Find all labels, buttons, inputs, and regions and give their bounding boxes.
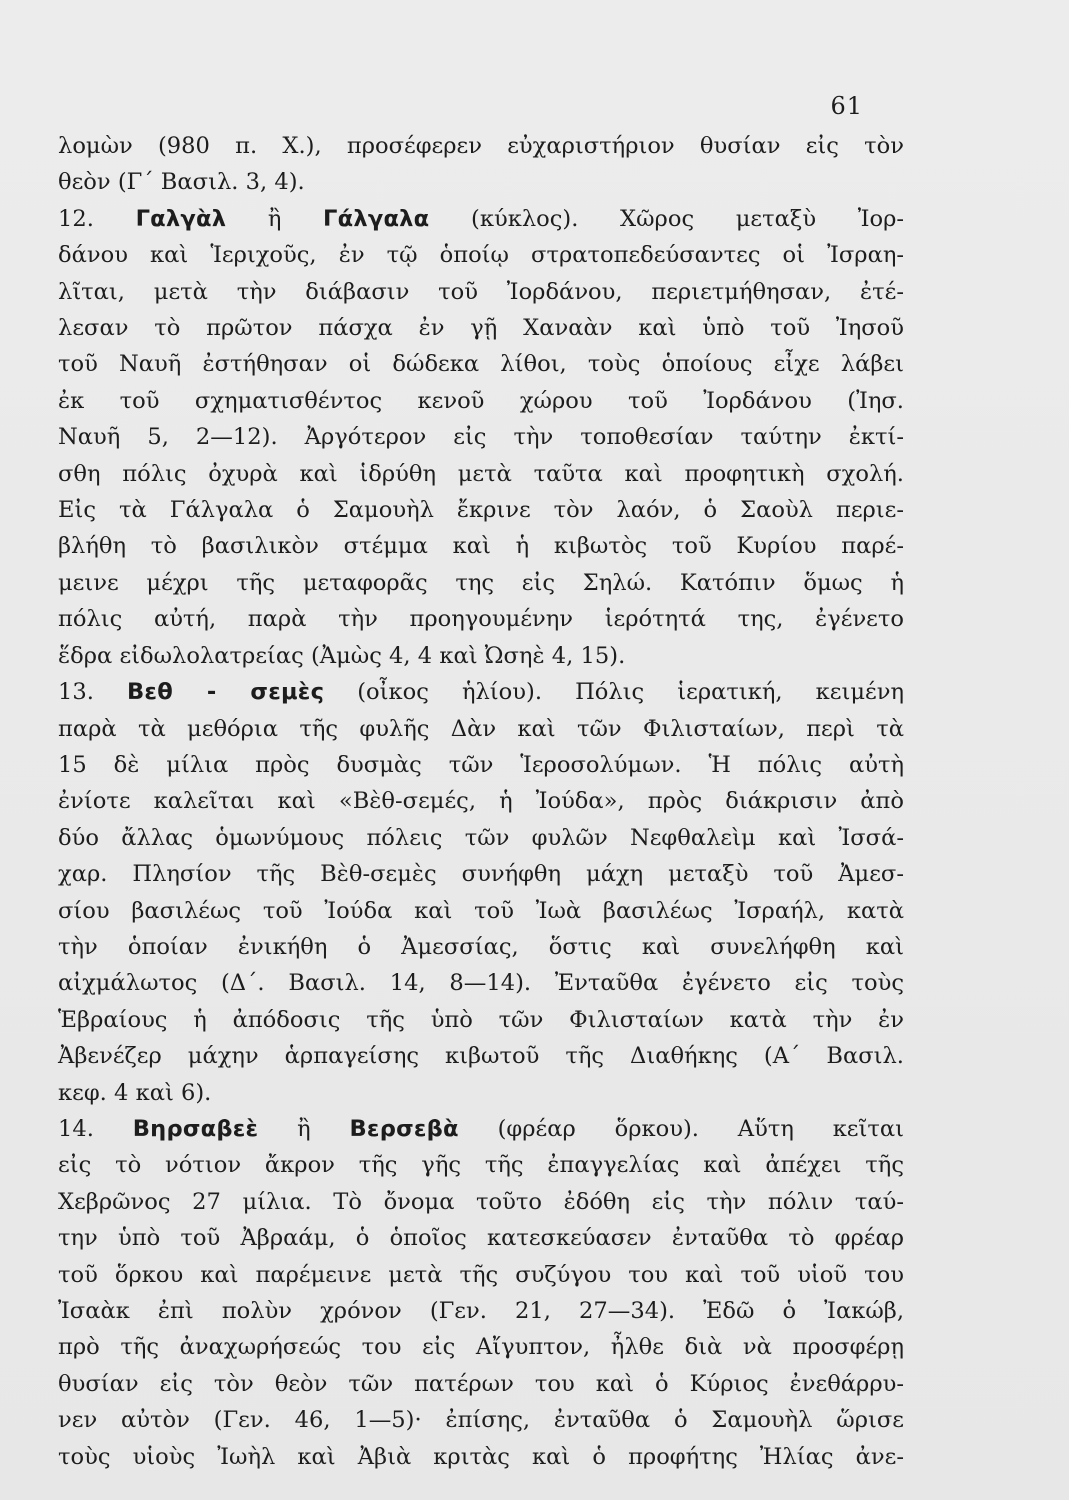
text-line bbox=[58, 783, 904, 819]
text-line bbox=[58, 929, 904, 965]
text-line bbox=[58, 128, 904, 164]
text-line bbox=[58, 1329, 904, 1365]
text-segment: Ἑβραίους ἡ ἀπόδοσις τῆς ὑπὸ τῶν Φιλισταίων κατὰ τὴν ἐν bbox=[58, 1006, 904, 1033]
text-segment: (κύκλος). Χῶρος μεταξὺ Ἰορ- bbox=[429, 205, 904, 232]
text-line bbox=[58, 638, 904, 674]
text-segment: χαρ. Πλησίον τῆς Βὲθ-σεμὲς συνήφθη μάχη μεταξὺ τοῦ Ἀμεσ- bbox=[58, 861, 904, 888]
text-segment: την ὑπὸ τοῦ Ἀβραάμ, ὁ ὁποῖος κατεσκεύασεν ἐνταῦθα τὸ φρέαρ bbox=[58, 1225, 904, 1252]
text-line bbox=[58, 893, 904, 929]
text-segment: σθη πόλις ὀχυρὰ καὶ ἱδρύθη μετὰ ταῦτα καὶ προφητικὴ σχολή. bbox=[58, 460, 904, 487]
text-line bbox=[58, 1002, 904, 1038]
text-line bbox=[58, 856, 904, 892]
entry-heading: Γάλγαλα bbox=[323, 205, 430, 232]
text-segment: θυσίαν εἰς τὸν θεὸν τῶν πατέρων του καὶ ὁ Κύριος ἐνεθάρρυ- bbox=[58, 1370, 904, 1397]
text-segment: Ναυῆ 5, 2—12). Ἀργότερον εἰς τὴν τοποθεσίαν ταύτην ἐκτί- bbox=[58, 424, 904, 451]
text-line bbox=[58, 528, 904, 564]
text-line bbox=[58, 1111, 904, 1147]
text-line bbox=[58, 1439, 904, 1475]
text-line bbox=[58, 1293, 904, 1329]
text-segment: ἐκ τοῦ σχηματισθέντος κενοῦ χώρου τοῦ Ἰορδάνου (Ἰησ. bbox=[58, 387, 904, 414]
text-segment: Χεβρῶνος 27 μίλια. Τὸ ὄνομα τοῦτο ἐδόθη εἰς τὴν πόλιν ταύ- bbox=[58, 1188, 904, 1215]
text-segment: εἰς τὸ νότιον ἄκρον τῆς γῆς τῆς ἐπαγγελίας καὶ ἀπέχει τῆς bbox=[58, 1152, 904, 1179]
text-segment: λεσαν τὸ πρῶτον πάσχα ἐν γῇ Χαναὰν καὶ ὑπὸ τοῦ Ἰησοῦ bbox=[58, 315, 904, 342]
text-segment: 12. bbox=[58, 205, 136, 232]
text-line bbox=[58, 237, 904, 273]
text-line bbox=[58, 346, 904, 382]
text-line bbox=[58, 1257, 904, 1293]
text-segment: πόλις αὐτή, παρὰ τὴν προηγουμένην ἱερότητά της, ἐγένετο bbox=[58, 606, 904, 633]
text-segment: ἢ bbox=[226, 205, 324, 232]
text-line bbox=[58, 383, 904, 419]
text-segment: πρὸ τῆς ἀναχωρήσεώς του εἰς Αἴγυπτον, ἦλθε διὰ νὰ προσφέρῃ bbox=[58, 1334, 904, 1361]
text-segment: τοὺς υἱοὺς Ἰωὴλ καὶ Ἀβιὰ κριτὰς καὶ ὁ προφήτης Ἠλίας ἀνε- bbox=[58, 1443, 904, 1470]
text-segment: κεφ. 4 καὶ 6). bbox=[58, 1079, 212, 1106]
text-segment: 13. bbox=[58, 679, 127, 706]
text-line bbox=[58, 1075, 904, 1111]
text-line bbox=[58, 164, 904, 200]
text-segment: ἕδρα εἰδωλολατρείας (Ἀμὼς 4, 4 καὶ Ὠσηὲ 4, 15). bbox=[58, 642, 626, 669]
text-line bbox=[58, 310, 904, 346]
text-segment: (οἶκος ἡλίου). Πόλις ἱερατική, κειμένη bbox=[324, 679, 904, 706]
text-segment: Εἰς τὰ Γάλγαλα ὁ Σαμουὴλ ἔκρινε τὸν λαόν, ὁ Σαοὺλ περιε- bbox=[58, 497, 904, 524]
text-line bbox=[58, 419, 904, 455]
text-line bbox=[58, 601, 904, 637]
text-line bbox=[58, 274, 904, 310]
text-line bbox=[58, 1184, 904, 1220]
entry-heading: Βερσεβὰ bbox=[349, 1115, 459, 1142]
page-number: 61 bbox=[830, 92, 863, 120]
text-line bbox=[58, 747, 904, 783]
text-line bbox=[58, 201, 904, 237]
text-segment: (φρέαρ ὅρκου). Αὕτη κεῖται bbox=[458, 1115, 904, 1142]
entry-heading: Βηρσαβεὲ bbox=[132, 1115, 259, 1142]
text-line bbox=[58, 965, 904, 1001]
text-line bbox=[58, 674, 904, 710]
page-text bbox=[58, 128, 904, 1475]
text-line bbox=[58, 711, 904, 747]
text-line bbox=[58, 492, 904, 528]
text-line bbox=[58, 820, 904, 856]
text-line bbox=[58, 456, 904, 492]
text-segment: δάνου καὶ Ἱεριχοῦς, ἐν τῷ ὁποίῳ στρατοπεδεύσαντες οἱ Ἰσραη- bbox=[58, 242, 904, 269]
text-segment: παρὰ τὰ μεθόρια τῆς φυλῆς Δὰν καὶ τῶν Φιλισταίων, περὶ τὰ bbox=[58, 715, 904, 742]
text-segment: Ἰσαὰκ ἐπὶ πολὺν χρόνον (Γεν. 21, 27—34). Ἐδῶ ὁ Ἰακώβ, bbox=[58, 1298, 904, 1324]
text-segment: τοῦ ὅρκου καὶ παρέμεινε μετὰ τῆς συζύγου του καὶ τοῦ υἱοῦ του bbox=[58, 1261, 904, 1288]
text-segment: αἰχμάλωτος (Δ΄. Βασιλ. 14, 8—14). Ἐνταῦθα ἐγένετο εἰς τοὺς bbox=[58, 970, 904, 997]
text-line bbox=[58, 1038, 904, 1074]
text-segment: σίου βασιλέως τοῦ Ἰούδα καὶ τοῦ Ἰωὰ βασιλέως Ἰσραήλ, κατὰ bbox=[58, 897, 904, 924]
text-segment: λῖται, μετὰ τὴν διάβασιν τοῦ Ἰορδάνου, περιετμήθησαν, ἐτέ- bbox=[58, 278, 904, 305]
text-segment: τοῦ Ναυῆ ἐστήθησαν οἱ δώδεκα λίθοι, τοὺς ὁποίους εἶχε λάβει bbox=[58, 351, 904, 378]
entry-heading: Γαλγὰλ bbox=[135, 205, 227, 232]
text-line bbox=[58, 1147, 904, 1183]
text-segment: 14. bbox=[58, 1115, 133, 1142]
text-line bbox=[58, 565, 904, 601]
text-segment: τὴν ὁποίαν ἐνικήθη ὁ Ἀμεσσίας, ὅστις καὶ συνελήφθη καὶ bbox=[58, 933, 904, 960]
text-segment: ἐνίοτε καλεῖται καὶ «Βὲθ-σεμές, ἡ Ἰούδα», πρὸς διάκρισιν ἀπὸ bbox=[58, 788, 904, 815]
text-segment: νεν αὐτὸν (Γεν. 46, 1—5)· ἐπίσης, ἐνταῦθα ὁ Σαμουὴλ ὥρισε bbox=[58, 1407, 904, 1434]
text-segment: ἢ bbox=[258, 1115, 350, 1142]
text-segment: 15 δὲ μίλια πρὸς δυσμὰς τῶν Ἱεροσολύμων. Ἡ πόλις αὐτὴ bbox=[58, 751, 904, 778]
text-segment: δύο ἄλλας ὁμωνύμους πόλεις τῶν φυλῶν Νεφθαλεὶμ καὶ Ἰσσά- bbox=[58, 824, 904, 851]
text-segment: λομὼν (980 π. Χ.), προσέφερεν εὐχαριστήριον θυσίαν εἰς τὸν bbox=[58, 133, 904, 159]
text-line bbox=[58, 1220, 904, 1256]
text-segment: μεινε μέχρι τῆς μεταφορᾶς της εἰς Σηλώ. Κατόπιν ὅμως ἡ bbox=[58, 569, 904, 596]
text-segment: Ἀβενέζερ μάχην ἁρπαγείσης κιβωτοῦ τῆς Διαθήκης (Α΄ Βασιλ. bbox=[58, 1043, 904, 1070]
text-line bbox=[58, 1402, 904, 1438]
entry-heading: Βεθ - σεμὲς bbox=[127, 679, 325, 706]
text-segment: θεὸν (Γ΄ Βασιλ. 3, 4). bbox=[58, 169, 305, 196]
text-segment: βλήθη τὸ βασιλικὸν στέμμα καὶ ἡ κιβωτὸς τοῦ Κυρίου παρέ- bbox=[58, 533, 904, 560]
text-line bbox=[58, 1366, 904, 1402]
